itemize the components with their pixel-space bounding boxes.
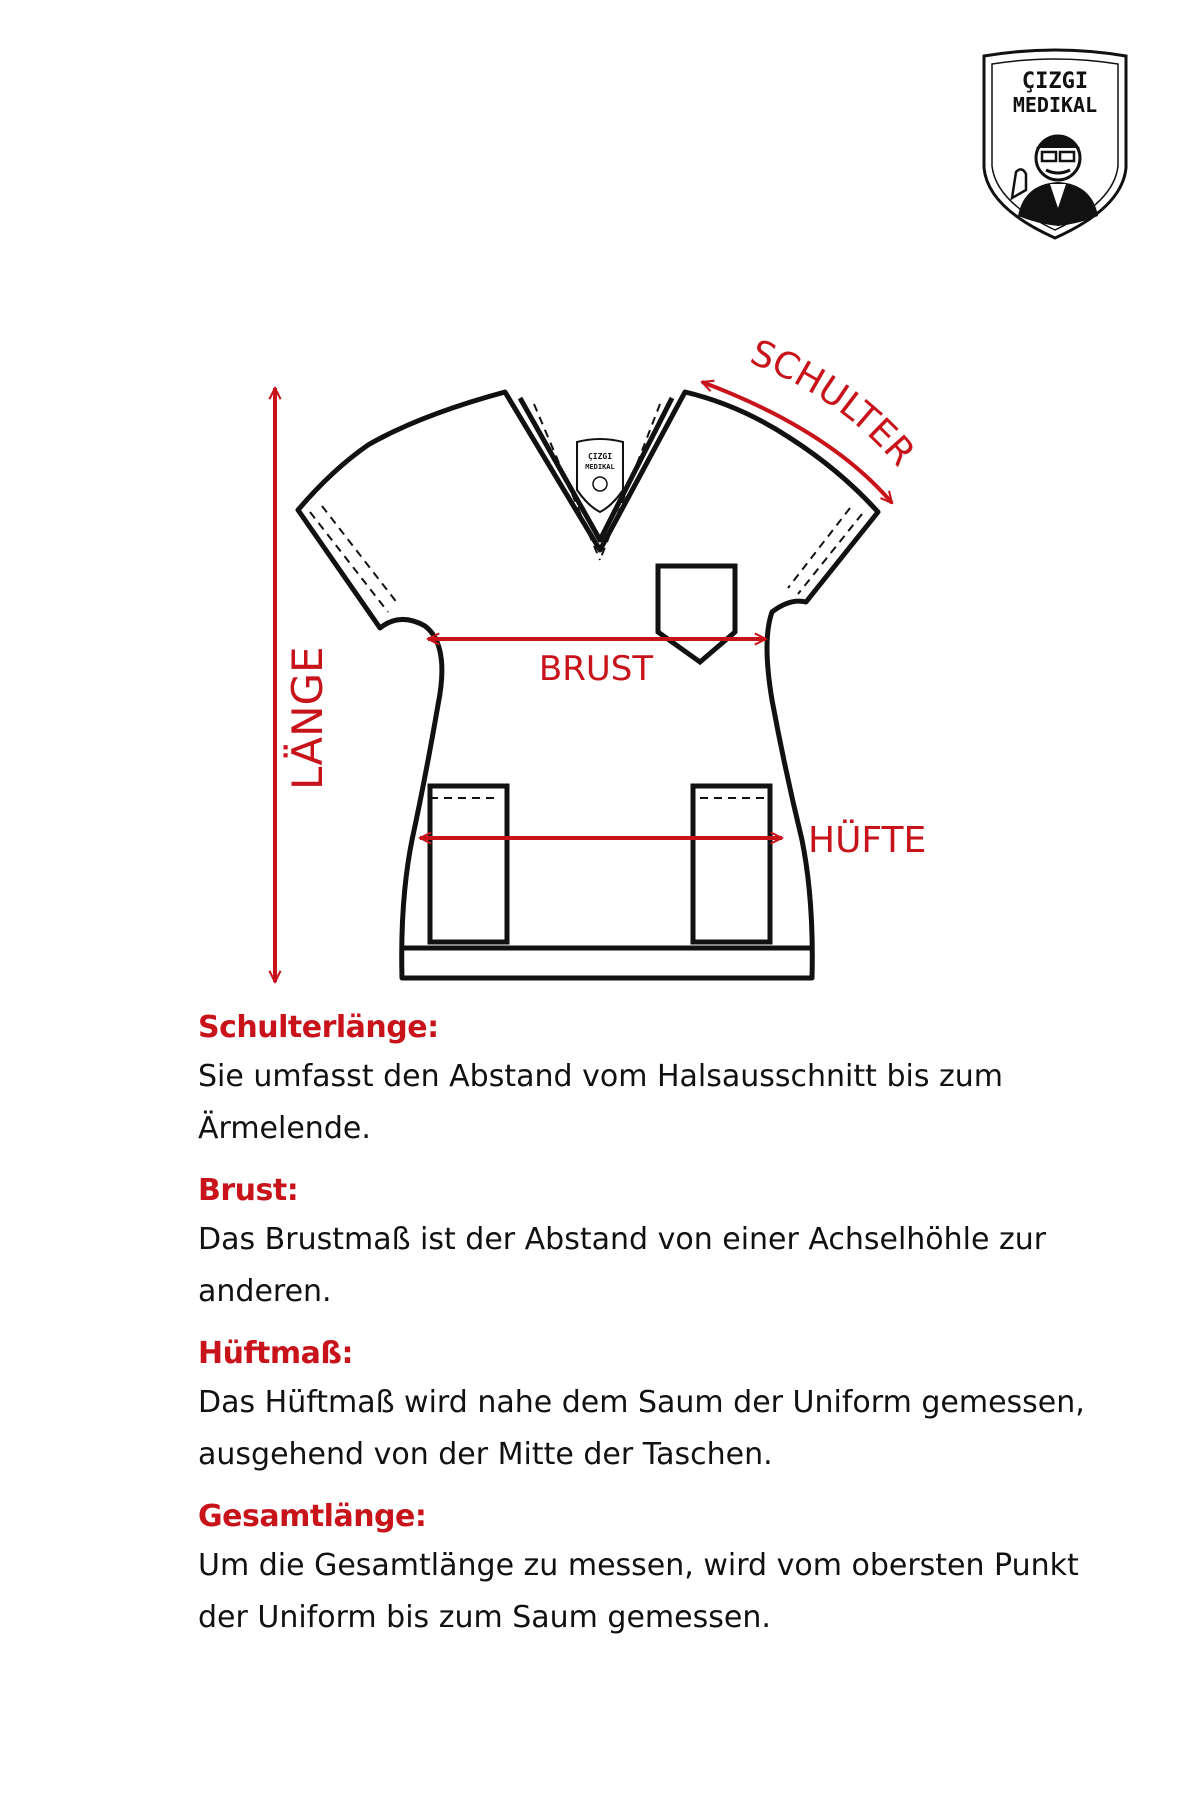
hip-label: HÜFTE [808,820,927,861]
section-text: Um die Gesamtlänge zu messen, wird vom obersten Punkt der Uniform bis zum Saum gemessen. [198,1548,1079,1635]
shoulder-label: SCHULTER [744,332,923,474]
section-heading: Schulterlänge: [198,1010,439,1045]
section-text: Das Brustmaß ist der Abstand von einer Achselhöhle zur anderen. [198,1222,1047,1309]
section-text: Das Hüftmaß wird nahe dem Saum der Uniform gemessen, ausgehend von der Mitte der Taschen. [198,1385,1085,1472]
left-hip-pocket [430,786,507,942]
right-hip-pocket [693,786,770,942]
section-heading: Brust: [198,1173,299,1208]
section-shoulder [198,1010,1098,1155]
neck-brand-tag [577,439,623,512]
section-heading: Hüftmaß: [198,1336,353,1371]
chest-label: BRUST [538,649,654,689]
length-label: LÄNGE [283,646,332,790]
section-text: Sie umfasst den Abstand vom Halsausschnitt bis zum Ärmelende. [198,1059,1003,1146]
logo-text-line2: MEDIKAL [1012,93,1098,117]
section-hip [198,1336,1098,1481]
section-chest [198,1173,1098,1318]
measurement-descriptions [198,1010,1098,1662]
tag-text-line2: MEDIKAL [585,463,615,471]
chest-pocket [658,566,735,662]
tag-text-line1: ÇIZGI [587,452,613,461]
section-length [198,1499,1098,1644]
section-heading: Gesamtlänge: [198,1499,427,1534]
logo-text-line1: ÇIZGI [1021,69,1089,94]
